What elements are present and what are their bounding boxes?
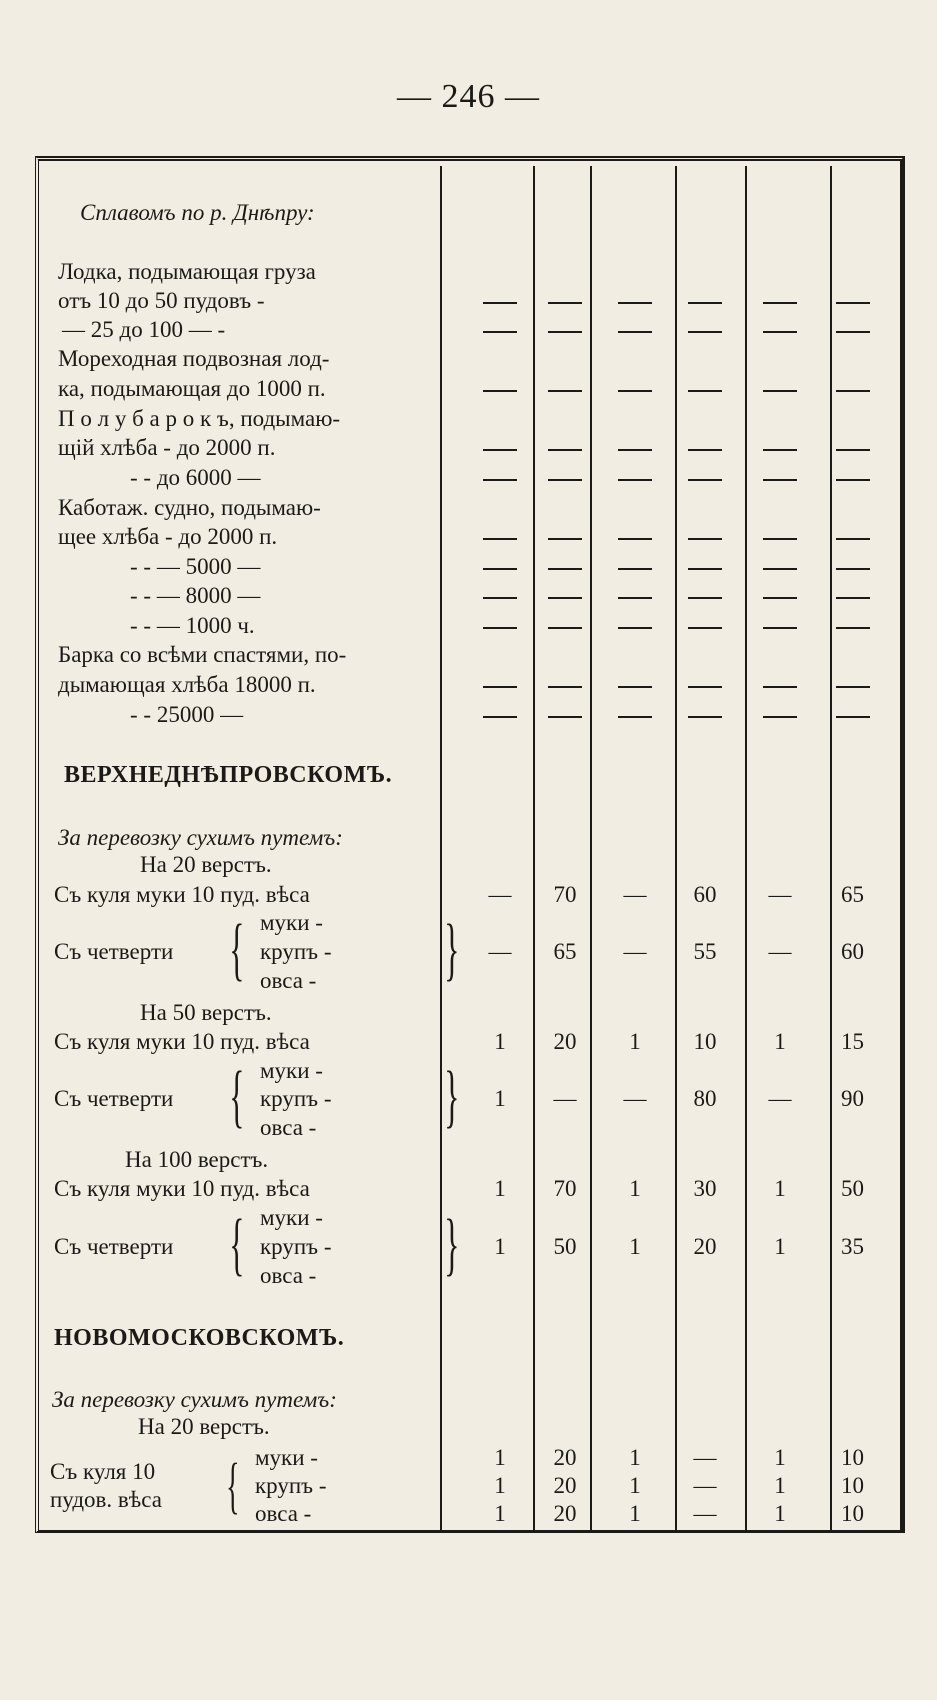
dash-line	[483, 538, 517, 540]
row-label: Барка со всѣми спастями, по-	[58, 642, 347, 667]
dash-line	[548, 627, 582, 629]
dash-mark	[535, 315, 595, 345]
value-cell: 1	[774, 1029, 786, 1054]
dash-mark	[465, 700, 535, 730]
grain-label: крупъ -	[255, 1473, 327, 1498]
dash-line	[548, 302, 582, 304]
dash-line	[483, 568, 517, 570]
value-cell: 55	[693, 939, 717, 964]
dash-line	[483, 716, 517, 718]
dash-line	[618, 568, 652, 570]
dash-mark	[535, 463, 595, 493]
dash-mark	[675, 670, 735, 700]
row-label: Съ куля 10	[50, 1459, 156, 1484]
dash-mark	[825, 522, 880, 552]
subheading	[50, 1385, 900, 1415]
grain-label: крупъ -	[260, 1086, 332, 1111]
dash-line	[763, 597, 797, 599]
dash-mark	[595, 522, 675, 552]
dash-line	[836, 568, 870, 570]
dash-mark	[735, 315, 825, 345]
dash-line	[688, 568, 722, 570]
dash-mark	[825, 463, 880, 493]
dash-line	[688, 686, 722, 688]
dash-line	[688, 302, 722, 304]
table-row	[50, 315, 900, 345]
dash-line	[548, 716, 582, 718]
right-brace-icon: }	[444, 1206, 460, 1283]
value-cell: 1	[629, 1445, 641, 1470]
table-row	[50, 611, 900, 641]
dash-mark	[825, 670, 880, 700]
dash-line	[763, 686, 797, 688]
left-brace-icon: {	[226, 1452, 240, 1520]
row-label: Съ куля муки 10 пуд. вѣса	[54, 882, 310, 907]
value-cell: 1	[629, 1473, 641, 1498]
dash-mark	[675, 433, 735, 463]
transport-type: За перевозку сухимъ путемъ:	[58, 825, 343, 850]
dash-line	[763, 538, 797, 540]
page-number: — 246 —	[397, 78, 540, 115]
table-row	[50, 670, 900, 700]
dash-mark	[535, 433, 595, 463]
value-cell: 60	[693, 882, 717, 907]
dash-line	[548, 686, 582, 688]
row-label: Съ четверти	[54, 939, 174, 964]
dash-line	[483, 449, 517, 451]
dash-mark	[535, 552, 595, 582]
table-row	[50, 522, 900, 552]
dash-mark	[465, 463, 535, 493]
distance-label: На 100 верстъ.	[125, 1147, 269, 1172]
distance-heading	[50, 998, 900, 1028]
left-brace-icon: {	[229, 911, 245, 988]
value-cell: 15	[841, 1029, 864, 1054]
dash-line	[548, 331, 582, 333]
dash-mark	[535, 581, 595, 611]
table-row	[50, 374, 900, 404]
value-cell: 50	[553, 1234, 577, 1259]
section-heading	[50, 1323, 900, 1353]
table-row	[50, 257, 900, 287]
dash-line	[836, 390, 870, 392]
grain-label: овса -	[255, 1501, 312, 1526]
value-cell: 1	[774, 1234, 786, 1259]
row-label: — 25 до 100 — -	[62, 317, 226, 342]
value-cell: 10	[693, 1029, 717, 1054]
distance-label: На 20 верстъ.	[140, 852, 272, 877]
dash-line	[688, 627, 722, 629]
dash-line	[763, 716, 797, 718]
dash-mark	[825, 611, 880, 641]
right-brace-icon: }	[444, 1058, 460, 1135]
dash-line	[483, 686, 517, 688]
value-cell: 1	[774, 1473, 786, 1498]
dash-line	[548, 449, 582, 451]
value-cell: 80	[693, 1086, 717, 1111]
dash-mark	[595, 374, 675, 404]
table-row	[50, 880, 900, 910]
value-cell: 1	[774, 1176, 786, 1201]
value-cell: 20	[693, 1234, 717, 1259]
row-label: Съ куля муки 10 пуд. вѣса	[54, 1176, 310, 1201]
dash-line	[763, 390, 797, 392]
row-label: - - — 5000 —	[130, 554, 261, 579]
row-label: ка, подымающая до 1000 п.	[58, 376, 326, 401]
dash-mark	[675, 315, 735, 345]
dash-line	[836, 302, 870, 304]
dash-line	[618, 449, 652, 451]
dash-mark	[535, 286, 595, 316]
dash-mark	[535, 522, 595, 552]
row-label: пудов. вѣса	[50, 1487, 162, 1512]
value-cell: 30	[693, 1176, 717, 1201]
value-cell: —	[488, 939, 512, 964]
table-row	[50, 908, 900, 938]
grain-label: крупъ -	[260, 939, 332, 964]
table-row	[50, 344, 900, 374]
dash-line	[483, 627, 517, 629]
value-cell: 20	[553, 1445, 577, 1470]
dash-line	[618, 390, 652, 392]
value-cell: 1	[494, 1086, 506, 1111]
value-cell: 1	[629, 1176, 641, 1201]
value-cell: 1	[774, 1501, 786, 1526]
dash-line	[763, 449, 797, 451]
value-cell: 1	[494, 1501, 506, 1526]
row-label: - - — 1000 ч.	[130, 613, 255, 638]
dash-mark	[735, 611, 825, 641]
table-row	[50, 1174, 900, 1204]
dash-line	[483, 302, 517, 304]
dash-mark	[735, 670, 825, 700]
table-row	[50, 463, 900, 493]
dash-mark	[675, 463, 735, 493]
value-cell: —	[488, 882, 512, 907]
value-cell: 1	[494, 1234, 506, 1259]
value-cell: 1	[494, 1473, 506, 1498]
dash-mark	[735, 433, 825, 463]
value-cell: 1	[774, 1445, 786, 1470]
dash-mark	[675, 286, 735, 316]
dash-line	[548, 568, 582, 570]
dash-mark	[825, 433, 880, 463]
dash-mark	[675, 552, 735, 582]
row-label: Съ куля муки 10 пуд. вѣса	[54, 1029, 310, 1054]
dash-line	[688, 597, 722, 599]
dash-mark	[735, 700, 825, 730]
dash-mark	[675, 522, 735, 552]
dash-mark	[735, 374, 825, 404]
grain-label: овса -	[260, 968, 317, 993]
transport-type: За перевозку сухимъ путемъ:	[52, 1387, 337, 1412]
row-label: Съ четверти	[54, 1234, 174, 1259]
value-cell: 1	[629, 1029, 641, 1054]
value-cell: 1	[629, 1501, 641, 1526]
value-cell: 70	[553, 882, 577, 907]
dash-line	[483, 331, 517, 333]
value-cell: 60	[841, 939, 864, 964]
table-row	[50, 433, 900, 463]
dash-line	[548, 538, 582, 540]
row-label: Лодка, подымающая груза	[58, 259, 316, 284]
dash-mark	[465, 374, 535, 404]
value-cell: —	[623, 1086, 647, 1111]
grain-label: муки -	[260, 1058, 323, 1083]
dash-line	[836, 449, 870, 451]
section-title: ВЕРХНЕДНѢПРОВСКОМЪ.	[64, 762, 393, 788]
dash-mark	[735, 581, 825, 611]
dash-mark	[535, 700, 595, 730]
left-brace-icon: {	[229, 1206, 245, 1283]
dash-mark	[735, 286, 825, 316]
value-cell: 20	[553, 1029, 577, 1054]
dash-line	[483, 479, 517, 481]
value-cell: —	[768, 1086, 792, 1111]
subheading	[50, 823, 900, 853]
table-row	[50, 1203, 900, 1233]
dash-mark	[465, 552, 535, 582]
dash-line	[688, 538, 722, 540]
dash-mark	[675, 374, 735, 404]
dash-line	[836, 716, 870, 718]
value-cell: 20	[553, 1501, 577, 1526]
value-cell: —	[693, 1473, 717, 1498]
value-cell: —	[693, 1501, 717, 1526]
dash-line	[618, 331, 652, 333]
dash-line	[618, 479, 652, 481]
dash-mark	[465, 315, 535, 345]
value-cell: 10	[841, 1445, 864, 1470]
dash-line	[688, 331, 722, 333]
dash-mark	[595, 463, 675, 493]
dash-mark	[675, 611, 735, 641]
dash-line	[548, 479, 582, 481]
dash-line	[483, 390, 517, 392]
distance-heading	[50, 1412, 900, 1442]
dash-mark	[595, 433, 675, 463]
value-cell: 10	[841, 1473, 864, 1498]
dash-line	[763, 568, 797, 570]
dash-line	[618, 627, 652, 629]
dash-line	[548, 597, 582, 599]
section-heading	[50, 760, 900, 790]
row-label: Каботаж. судно, подымаю-	[58, 495, 321, 520]
table-row	[50, 1443, 900, 1473]
value-cell: —	[693, 1445, 717, 1470]
dash-line	[483, 597, 517, 599]
dash-mark	[595, 581, 675, 611]
table-row	[50, 1499, 900, 1529]
dash-line	[618, 716, 652, 718]
dash-line	[548, 390, 582, 392]
table-row	[50, 552, 900, 582]
table-row	[50, 493, 900, 523]
table-row	[50, 1056, 900, 1086]
dash-line	[688, 716, 722, 718]
table-row	[50, 1113, 900, 1143]
dash-line	[763, 331, 797, 333]
dash-mark	[465, 581, 535, 611]
table-row	[50, 1027, 900, 1057]
value-cell: 35	[841, 1234, 864, 1259]
right-brace-icon: }	[444, 911, 460, 988]
value-cell: 20	[553, 1473, 577, 1498]
value-cell: 50	[841, 1176, 864, 1201]
dash-mark	[535, 670, 595, 700]
dash-mark	[675, 581, 735, 611]
row-label: П о л у б а р о к ъ, подымаю-	[58, 406, 341, 431]
row-label: Сплавомъ по р. Днѣпру:	[80, 200, 315, 225]
row-label: - - до 6000 —	[130, 465, 261, 490]
dash-line	[763, 302, 797, 304]
dash-line	[763, 479, 797, 481]
value-cell: —	[768, 939, 792, 964]
value-cell: 70	[553, 1176, 577, 1201]
value-cell: 90	[841, 1086, 864, 1111]
dash-mark	[465, 670, 535, 700]
dash-mark	[825, 315, 880, 345]
value-cell: —	[623, 939, 647, 964]
row-label: - - — 8000 —	[130, 583, 261, 608]
dash-mark	[735, 463, 825, 493]
dash-line	[836, 538, 870, 540]
dash-line	[836, 331, 870, 333]
row-label: Съ четверти	[54, 1086, 174, 1111]
dash-mark	[675, 700, 735, 730]
grain-label: овса -	[260, 1115, 317, 1140]
dash-mark	[535, 611, 595, 641]
row-label: отъ 10 до 50 пудовъ -	[58, 288, 265, 313]
dash-mark	[825, 581, 880, 611]
dash-mark	[595, 315, 675, 345]
distance-label: На 20 верстъ.	[138, 1414, 270, 1439]
dash-line	[618, 538, 652, 540]
dash-mark	[465, 286, 535, 316]
dash-line	[618, 597, 652, 599]
value-cell: —	[553, 1086, 577, 1111]
table-row	[50, 198, 900, 228]
grain-label: крупъ -	[260, 1234, 332, 1259]
row-label: Мореходная подвозная лод-	[58, 346, 330, 371]
dash-line	[836, 479, 870, 481]
value-cell: 1	[494, 1445, 506, 1470]
dash-line	[618, 302, 652, 304]
dash-mark	[595, 670, 675, 700]
row-label: щій хлѣба - до 2000 п.	[58, 435, 276, 460]
dash-line	[688, 449, 722, 451]
grain-label: овса -	[260, 1263, 317, 1288]
dash-line	[618, 686, 652, 688]
dash-line	[763, 627, 797, 629]
grain-label: муки -	[255, 1445, 318, 1470]
value-cell: 1	[494, 1029, 506, 1054]
table-row	[50, 1261, 900, 1291]
row-label: щее хлѣба - до 2000 п.	[58, 524, 278, 549]
dash-mark	[595, 552, 675, 582]
dash-line	[688, 390, 722, 392]
table-row	[50, 700, 900, 730]
value-cell: 65	[841, 882, 864, 907]
table-row	[50, 404, 900, 434]
value-cell: —	[768, 882, 792, 907]
grain-label: муки -	[260, 1205, 323, 1230]
dash-line	[688, 479, 722, 481]
dash-line	[836, 627, 870, 629]
dash-mark	[825, 374, 880, 404]
row-label: дымающая хлѣба 18000 п.	[58, 672, 316, 697]
value-cell: 1	[494, 1176, 506, 1201]
value-cell: —	[623, 882, 647, 907]
dash-mark	[595, 700, 675, 730]
dash-mark	[465, 433, 535, 463]
distance-label: На 50 верстъ.	[140, 1000, 272, 1025]
dash-mark	[735, 522, 825, 552]
table-row	[50, 640, 900, 670]
left-brace-icon: {	[229, 1058, 245, 1135]
distance-heading	[50, 850, 900, 880]
table-row	[50, 581, 900, 611]
section-title: НОВОМОСКОВСКОМЪ.	[54, 1325, 345, 1351]
dash-mark	[735, 552, 825, 582]
dash-mark	[595, 286, 675, 316]
table-row	[50, 286, 900, 316]
table-row	[50, 966, 900, 996]
dash-mark	[825, 552, 880, 582]
dash-mark	[465, 522, 535, 552]
dash-mark	[535, 374, 595, 404]
value-cell: 1	[629, 1234, 641, 1259]
row-label: - - 25000 —	[130, 702, 244, 727]
value-cell: 10	[841, 1501, 864, 1526]
dash-mark	[595, 611, 675, 641]
dash-line	[836, 686, 870, 688]
grain-label: муки -	[260, 910, 323, 935]
dash-line	[836, 597, 870, 599]
distance-heading	[50, 1145, 900, 1175]
dash-mark	[465, 611, 535, 641]
value-cell: 65	[553, 939, 577, 964]
dash-mark	[825, 286, 880, 316]
dash-mark	[825, 700, 880, 730]
